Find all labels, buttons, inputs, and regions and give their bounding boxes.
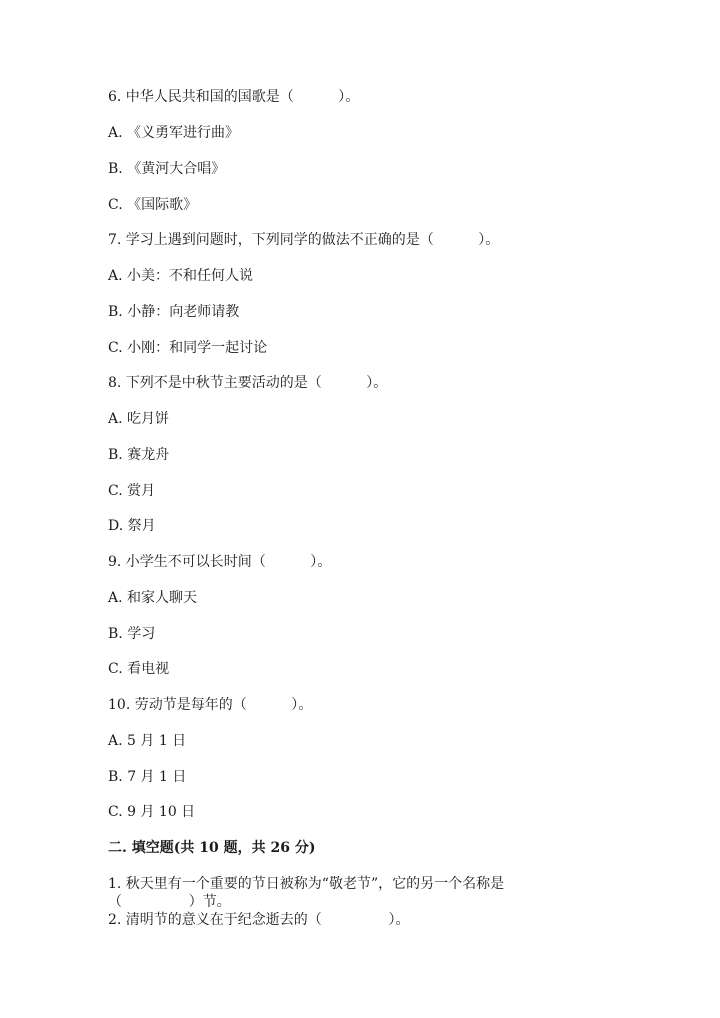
question-9-stem: 9. 小学生不可以长时间（ ）。 (108, 554, 332, 570)
question-6-option-a: A. 《义勇军进行曲》 (108, 125, 240, 141)
question-10-option-a: A. 5 月 1 日 (108, 733, 187, 749)
question-6-option-b: B. 《黄河大合唱》 (108, 161, 226, 177)
question-10-option-c: C. 9 月 10 日 (108, 804, 196, 820)
question-7-option-a: A. 小美：不和任何人说 (108, 268, 254, 284)
question-9-option-c: C. 看电视 (108, 661, 170, 677)
question-8-stem: 8. 下列不是中秋节主要活动的是（ ）。 (108, 375, 388, 391)
question-6-stem: 6. 中华人民共和国的国歌是（ ）。 (108, 89, 360, 105)
question-8-option-a: A. 吃月饼 (108, 411, 170, 427)
fill-blank-2: 2. 清明节的意义在于纪念逝去的（ ）。 (108, 912, 410, 928)
question-8-option-c: C. 赏月 (108, 483, 156, 499)
fill-blank-1-line-2: （ ）节。 (108, 894, 231, 910)
question-9-option-b: B. 学习 (108, 626, 156, 642)
question-9-option-a: A. 和家人聊天 (108, 590, 198, 606)
question-10-option-b: B. 7 月 1 日 (108, 769, 187, 785)
question-8-option-d: D. 祭月 (108, 518, 156, 534)
section-2-heading: 二. 填空题(共 10 题，共 26 分) (108, 840, 316, 856)
question-7-option-b: B. 小静：向老师请教 (108, 304, 240, 320)
fill-blank-1-line-1: 1. 秋天里有一个重要的节日被称为“敬老节”，它的另一个名称是 (108, 876, 505, 892)
question-10-stem: 10. 劳动节是每年的（ ）。 (108, 697, 313, 713)
question-7-stem: 7. 学习上遇到问题时，下列同学的做法不正确的是（ ）。 (108, 232, 500, 248)
question-8-option-b: B. 赛龙舟 (108, 447, 170, 463)
question-7-option-c: C. 小刚：和同学一起讨论 (108, 340, 268, 356)
question-6-option-c: C. 《国际歌》 (108, 197, 198, 213)
